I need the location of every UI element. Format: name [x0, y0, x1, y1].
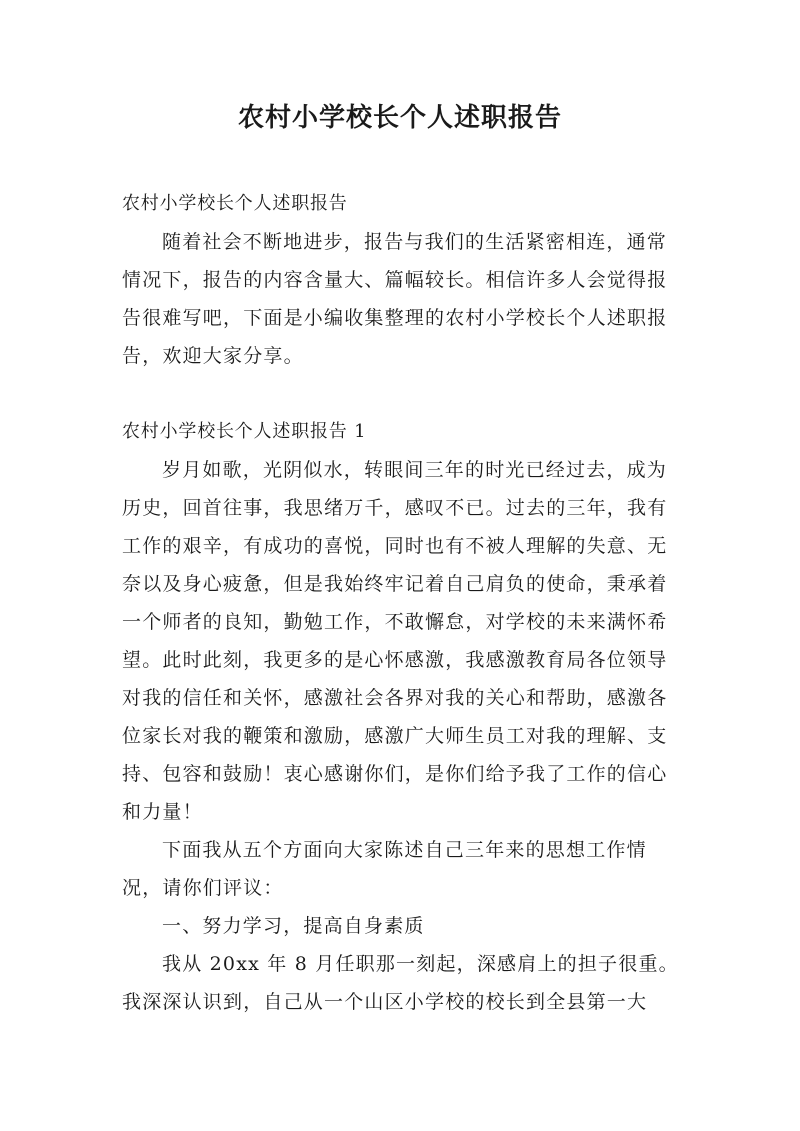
section-1-body — [122, 451, 687, 1021]
section-1-paragraph: 下面我从五个方面向大家陈述自己三年来的思想工作情况，请你们评议： — [122, 839, 647, 899]
intro-paragraph: 随着社会不断地进步，报告与我们的生活紧密相连，通常情况下，报告的内容含量大、篇幅较长。相信许多人会觉得报告很难写吧，下面是小编收集整理的农村小学校长个人述职报告，欢迎大家分享。 — [122, 231, 668, 367]
section-1-heading: 农村小学校长个人述职报告 1 — [122, 421, 367, 442]
section-1-paragraph: 我从 20xx 年 8 月任职那一刻起，深感肩上的担子很重。我深深认识到，自己从一个山区小学校的校长到全县第一大 — [122, 953, 679, 1013]
intro-section — [122, 223, 687, 375]
section-1-paragraph: 岁月如歌，光阴似水，转眼间三年的时光已经过去，成为历史，回首往事，我思绪万千，感叹不已。过去的三年，我有工作的艰辛，有成功的喜悦，同时也有不被人理解的失意、无奈以及身心疲惫，但是我始终牢记着自己肩负的使命，秉承着一个师者的良知，勤勉工作，不敢懈怠，对学校的未来满怀希望。此时此刻，我更多的是心怀感激，我感激教育局各位领导对我的信任和关怀，感激社会各界对我的关心和帮助，感激各位家长对我的鞭策和激励，感激广大师生员工对我的理解、支持、包容和鼓励！衷心感谢你们，是你们给予我了工作的信心和力量！ — [122, 459, 668, 823]
intro-heading: 农村小学校长个人述职报告 — [122, 193, 348, 214]
document-title: 农村小学校长个人述职报告 — [237, 103, 562, 133]
section-1-subheading: 一、努力学习，提高自身素质 — [162, 915, 425, 937]
